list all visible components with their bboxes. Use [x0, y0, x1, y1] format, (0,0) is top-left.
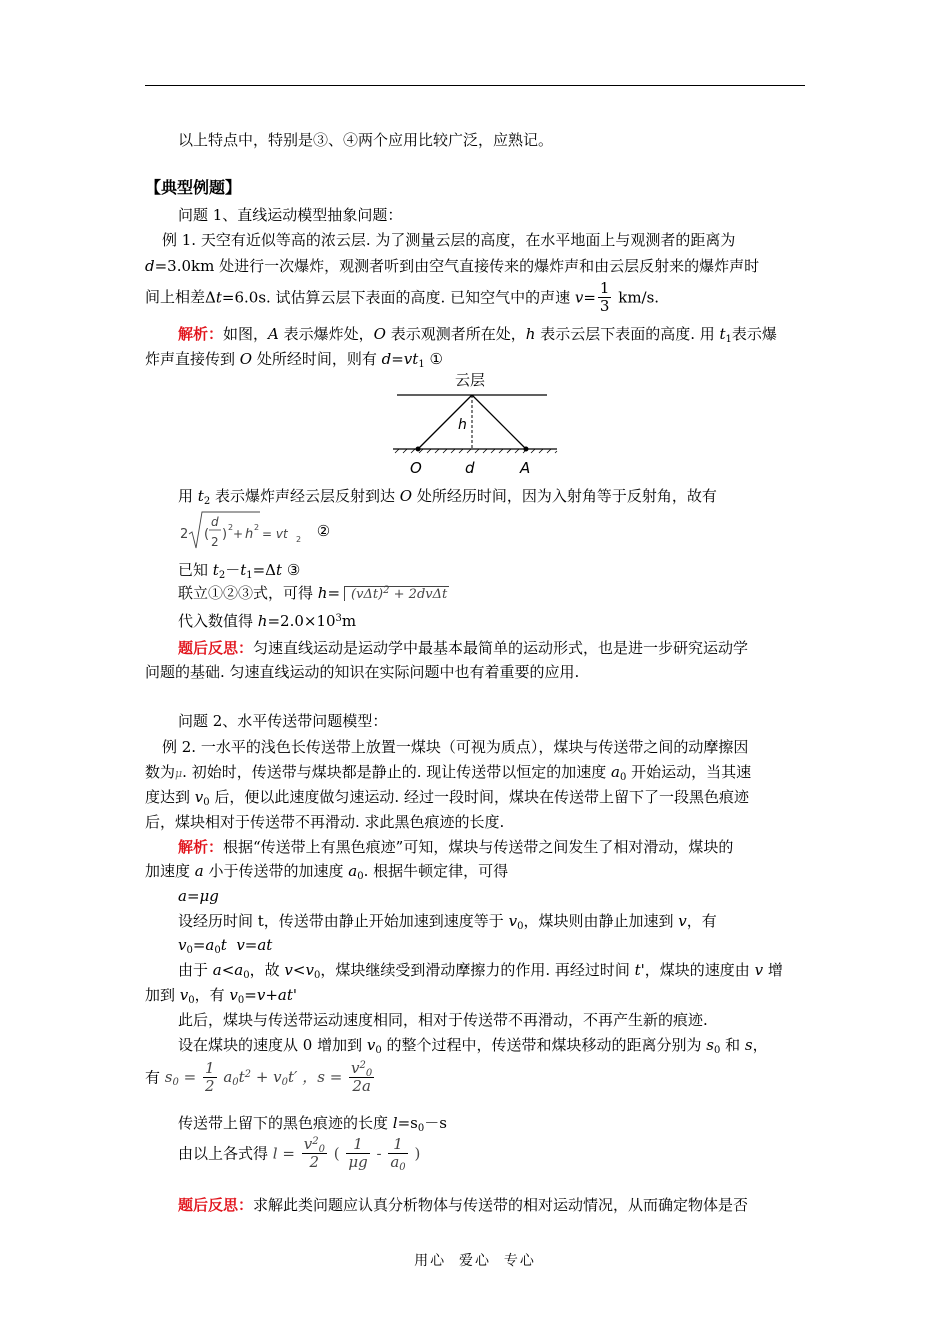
reflection-label: 题后反思： [178, 1196, 254, 1214]
reflection-label: 题后反思： [178, 639, 254, 657]
svg-text:+: + [233, 527, 244, 541]
solution2-line2: 加速度 a 小于传送带的加速度 $a_0$. 根据牛顿定律，可得 [145, 862, 509, 882]
svg-text:2: 2 [228, 523, 234, 532]
known-line: 已知 $t_2-t_1=\Delta t$ ③ [178, 561, 301, 581]
explosion-point [524, 447, 529, 452]
distance-label: d [465, 459, 475, 477]
sqrt-expression [178, 508, 308, 554]
solution-label: 解析： [178, 838, 224, 856]
point-a-label: A [520, 459, 531, 477]
equation-a: a=μg [178, 887, 219, 905]
observer-point [416, 447, 421, 452]
solution1-line2: 炸声直接传到 O 处所经时间，则有 $d=vt_1$ ① [145, 350, 443, 370]
equation-v0: $v_0=a_0t$ v=at [178, 936, 273, 956]
final-equation: 由以上各式得 l = $\frac{v^2_0}{2}$ ( $\frac{1}{\mu g}$ - $\frac{1}{a_0}$ ) [178, 1135, 421, 1174]
reflection1-line1: 题后反思：匀速直线运动是运动学中最基本最简单的运动形式，也是进一步研究运动学 [178, 639, 749, 657]
since-line: 由于 $a<a_0$，故 $v<v_0$，煤块继续受到滑动摩擦力的作用. 再经过时间 t'，煤块的速度由 v 增 [178, 961, 783, 981]
fraction-one-third: $\frac{1}{3}$ [599, 279, 610, 316]
example2-line3: 度达到 $v_0$ 后，便以此速度做匀速运动. 经过一段时间，煤块在传送带上留下了一段黑色痕迹 [145, 788, 749, 808]
section-title: 【典型例题】 [145, 178, 242, 197]
svg-text:h: h [245, 527, 254, 542]
height-label: h [458, 417, 467, 433]
assume-line: 设经历时间 t，传送带由静止开始加速到速度等于 $v_0$，煤块则由静止加速到 v，有 [178, 912, 717, 932]
reflection2-line1: 题后反思：求解此类问题应认真分析物体与传送带的相对运动情况，从而确定物体是否 [178, 1196, 749, 1214]
svg-text:): ) [222, 527, 228, 542]
sqrt-result: $(v\Delta t)^2 + 2dv\Delta t$ [344, 586, 449, 601]
since-line2: 加到 $v_0$，有 $v_0=v+at'$ [145, 986, 297, 1006]
page-footer: 用心 爱心 专心 [414, 1253, 536, 1269]
sound-path-down [472, 395, 526, 449]
reflection1-line2: 问题的基础. 匀速直线运动的知识在实际问题中也有着重要的应用. [145, 663, 580, 681]
cloud-layer-diagram [385, 365, 565, 480]
example2-line4: 后，煤块相对于传送带不再滑动. 求此黑色痕迹的长度. [145, 813, 505, 831]
cloud-layer-label: 云层 [455, 371, 486, 389]
distance-line: 设在煤块的速度从 0 增加到 $v_0$ 的整个过程中，传送带和煤块移动的距离分别为 $s_0$ 和 s， [178, 1036, 768, 1056]
example1-line3: 间上相差Δt=6.0s. 试估算云层下表面的高度. 已知空气中的声速 v= $\frac{1}{3}$ km/s. [145, 279, 660, 316]
svg-text:2: 2 [180, 527, 189, 542]
solution1-line1: 解析：如图，A 表示爆炸处，O 表示观测者所在处，h 表示云层下表面的高度. 用 $t_1$表示爆 [178, 325, 777, 345]
solution2-line1: 解析：根据“传送带上有黑色痕迹”可知，煤块与传送带之间发生了相对滑动，煤块的 [178, 838, 734, 856]
svg-text:(: ( [204, 527, 210, 542]
reflection-time-line: 用 $t_2$ 表示爆炸声经云层反射到达 O 处所经历时间，因为入射角等于反射角，故有 [178, 487, 717, 507]
example1-line1: 例 1. 天空有近似等高的浓云层. 为了测量云层的高度，在水平地面上与观测者的距离为 [162, 231, 736, 249]
header-rule [145, 85, 805, 86]
substitute-line: 代入数值得 $h=2.0\times 10^3m$ [178, 612, 357, 630]
distance-equations: 有 $s_0$ = $\frac{1}{2}$ $a_0t^2 + v_0t'$ ，s = $\frac{v^2_0}{2a}$ [145, 1059, 373, 1096]
after-line: 此后，煤块与传送带运动速度相同，相对于传送带不再滑动，不再产生新的痕迹. [178, 1011, 708, 1029]
svg-text:= vt: = vt [262, 527, 288, 541]
intro-line: 以上特点中，特别是③、④两个应用比较广泛，应熟记。 [178, 131, 554, 149]
solution-label: 解析： [178, 325, 224, 343]
problem1-title: 问题 1、直线运动模型抽象问题： [178, 206, 403, 224]
example2-line2: 数为μ. 初始时，传送带与煤块都是静止的. 现让传送带以恒定的加速度 $a_0$ 开始运动，当其速 [145, 763, 752, 783]
trace-line: 传送带上留下的黑色痕迹的长度 $l=s_0-s$ [178, 1114, 447, 1134]
svg-text:d: d [211, 515, 219, 529]
example1-line2: d=3.0km 处进行一次爆炸，观测者听到由空气直接传来的爆炸声和由云层反射来的爆炸声时 [145, 257, 760, 275]
equation-2: 2 ( d 2 ) 2 + h 2 = vt 2 ② [178, 508, 842, 554]
svg-text:2: 2 [296, 535, 302, 544]
problem2-title: 问题 2、水平传送带问题模型： [178, 712, 388, 730]
svg-text:2: 2 [254, 523, 260, 532]
combine-line: 联立①②③式，可得 $h= (v\Delta t)^2 + 2dv\Delta t$ [178, 584, 448, 602]
svg-text:2: 2 [211, 535, 219, 549]
example2-line1: 例 2. 一水平的浅色长传送带上放置一煤块（可视为质点），煤块与传送带之间的动摩擦因 [162, 738, 749, 756]
point-o-label: O [410, 459, 422, 477]
